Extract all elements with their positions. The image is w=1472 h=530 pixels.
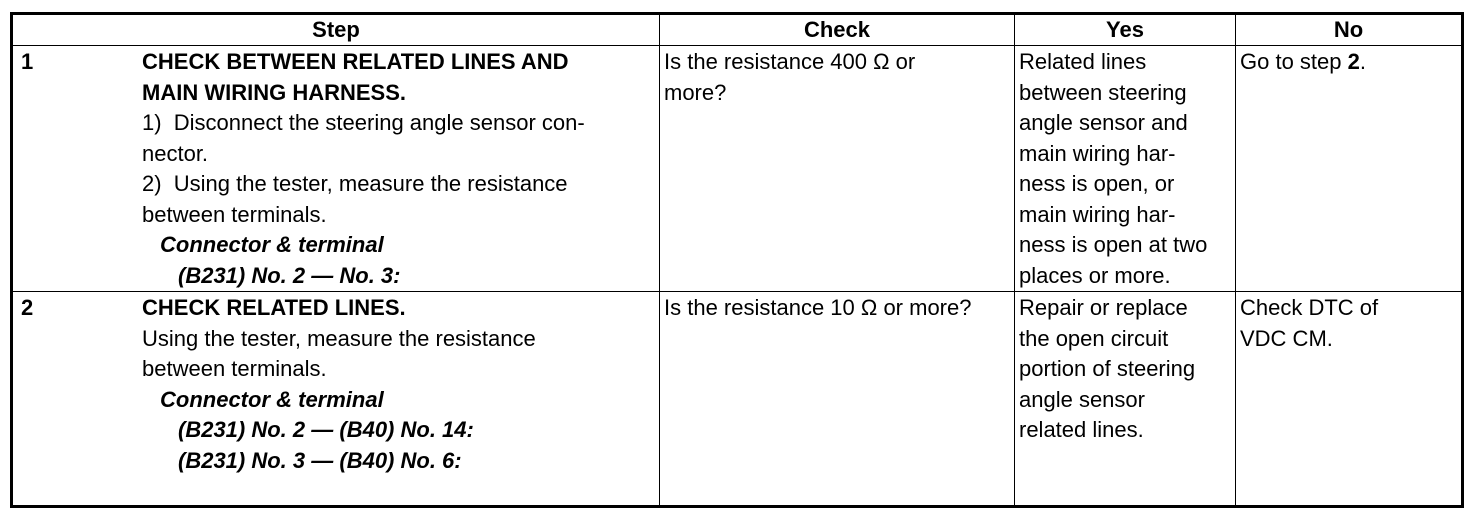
step-title-line: CHECK RELATED LINES. (142, 295, 406, 320)
step-body (142, 47, 655, 291)
check-cell (660, 292, 1015, 507)
diagnostic-table (10, 12, 1464, 508)
table-row (12, 292, 1463, 507)
yes-line: ness is open at two (1019, 232, 1208, 257)
no-line: Check DTC of (1240, 295, 1379, 320)
yes-line: related lines. (1019, 417, 1144, 442)
spec-line: (B231) No. 3 — (B40) No. 6: (178, 447, 462, 473)
instruction-line: Using the tester, measure the resistance (142, 325, 536, 351)
step-body (142, 293, 655, 324)
spec-line: (B231) No. 2 — (B40) No. 14: (178, 417, 474, 442)
no-cell (1236, 292, 1463, 507)
yes-line: places or more. (1019, 262, 1171, 288)
yes-line: Related lines (1019, 49, 1147, 74)
step-number: 1 (21, 49, 34, 74)
no-step-ref: 2 (1347, 49, 1360, 74)
no-prefix: Go to step (1240, 49, 1348, 74)
header-yes: Yes (1015, 14, 1236, 46)
no-line (1240, 47, 1457, 78)
header-check: Check (660, 14, 1015, 46)
yes-cell (1015, 46, 1236, 292)
yes-line: Repair or replace (1019, 295, 1188, 320)
instruction-line: 1) Disconnect the steering angle sensor con- (142, 110, 585, 135)
no-line: VDC CM. (1240, 325, 1333, 351)
step-detail (17, 324, 655, 477)
step-title-line: CHECK BETWEEN RELATED LINES AND (142, 49, 569, 74)
instruction-line: nector. (142, 140, 209, 166)
check-cell (660, 46, 1015, 292)
no-cell (1236, 46, 1463, 292)
check-line: more? (664, 79, 727, 105)
spec-line: (B231) No. 2 — No. 3: (178, 262, 401, 288)
step-number: 2 (21, 295, 34, 320)
yes-line: angle sensor and (1019, 110, 1188, 135)
header-row (12, 14, 1463, 46)
yes-line: portion of steering (1019, 356, 1196, 381)
step-cell (12, 292, 660, 507)
step-title-line: MAIN WIRING HARNESS. (142, 79, 406, 105)
spec-label: Connector & terminal (160, 232, 384, 257)
yes-line: angle sensor (1019, 386, 1145, 412)
header-no: No (1236, 14, 1463, 46)
yes-cell (1015, 292, 1236, 507)
no-suffix: . (1359, 49, 1366, 74)
yes-line: main wiring har- (1019, 140, 1176, 166)
step-cell (12, 46, 660, 292)
check-line: Is the resistance 10 Ω or more? (664, 295, 972, 320)
yes-line: the open circuit (1019, 325, 1169, 351)
table-row (12, 46, 1463, 292)
header-step: Step (12, 14, 660, 46)
instruction-line: between terminals. (142, 201, 327, 227)
instruction-line: between terminals. (142, 356, 327, 381)
diagnostic-procedure (10, 12, 1464, 508)
instruction-line: 2) Using the tester, measure the resistance (142, 171, 568, 196)
yes-line: ness is open, or (1019, 171, 1175, 196)
spec-label: Connector & terminal (160, 386, 384, 412)
check-line: Is the resistance 400 Ω or (664, 49, 916, 74)
yes-line: between steering (1019, 79, 1187, 105)
yes-line: main wiring har- (1019, 201, 1176, 227)
